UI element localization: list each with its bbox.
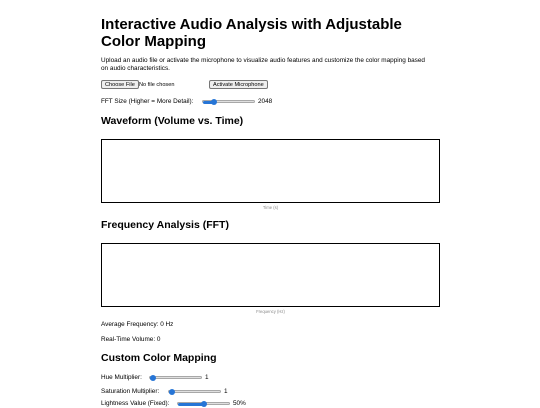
waveform-canvas — [101, 139, 440, 203]
lightness-label: Lightness Value (Fixed): — [101, 400, 170, 407]
hue-label: Hue Multiplier: — [101, 374, 142, 381]
lightness-control — [101, 399, 441, 408]
saturation-label: Saturation Multiplier: — [101, 388, 160, 395]
fft-size-value: 2048 — [258, 98, 273, 105]
lightness-value: 50% — [233, 400, 246, 407]
activate-microphone-button[interactable]: Activate Microphone — [209, 80, 268, 89]
slider-thumb[interactable] — [201, 401, 207, 407]
slider-thumb[interactable] — [211, 99, 217, 105]
waveform-heading: Waveform (Volume vs. Time) — [101, 115, 244, 127]
fft-x-axis-label: Frequency (Hz) — [256, 309, 285, 314]
waveform-x-axis-label: Time (s) — [262, 205, 279, 210]
slider-thumb[interactable] — [150, 375, 156, 381]
hue-value: 1 — [205, 374, 209, 381]
color-mapping-heading: Custom Color Mapping — [101, 352, 217, 364]
hue-slider[interactable] — [149, 376, 202, 379]
hue-control — [101, 373, 441, 382]
intro-text: Upload an audio file or activate the microphone to visualize audio features and customize the color mapping based on audio characteristics. — [101, 57, 425, 72]
file-status: No file chosen — [139, 82, 175, 88]
fft-heading: Frequency Analysis (FFT) — [101, 219, 229, 231]
slider-fill — [178, 403, 204, 406]
average-frequency-text: Average Frequency: 0 Hz — [101, 321, 174, 328]
real-time-volume-text: Real-Time Volume: 0 — [101, 336, 161, 343]
fft-canvas — [101, 243, 440, 307]
saturation-slider[interactable] — [168, 390, 221, 393]
saturation-value: 1 — [224, 388, 228, 395]
fft-size-label: FFT Size (Higher = More Detail): — [101, 98, 194, 105]
page-title: Interactive Audio Analysis with Adjustable Color Mapping — [101, 16, 402, 50]
choose-file-button[interactable]: Choose File — [101, 80, 139, 89]
input-controls — [101, 80, 441, 90]
saturation-control — [101, 387, 441, 396]
fft-size-control — [101, 97, 441, 106]
fft-size-slider[interactable] — [202, 100, 255, 103]
slider-thumb[interactable] — [169, 389, 175, 395]
